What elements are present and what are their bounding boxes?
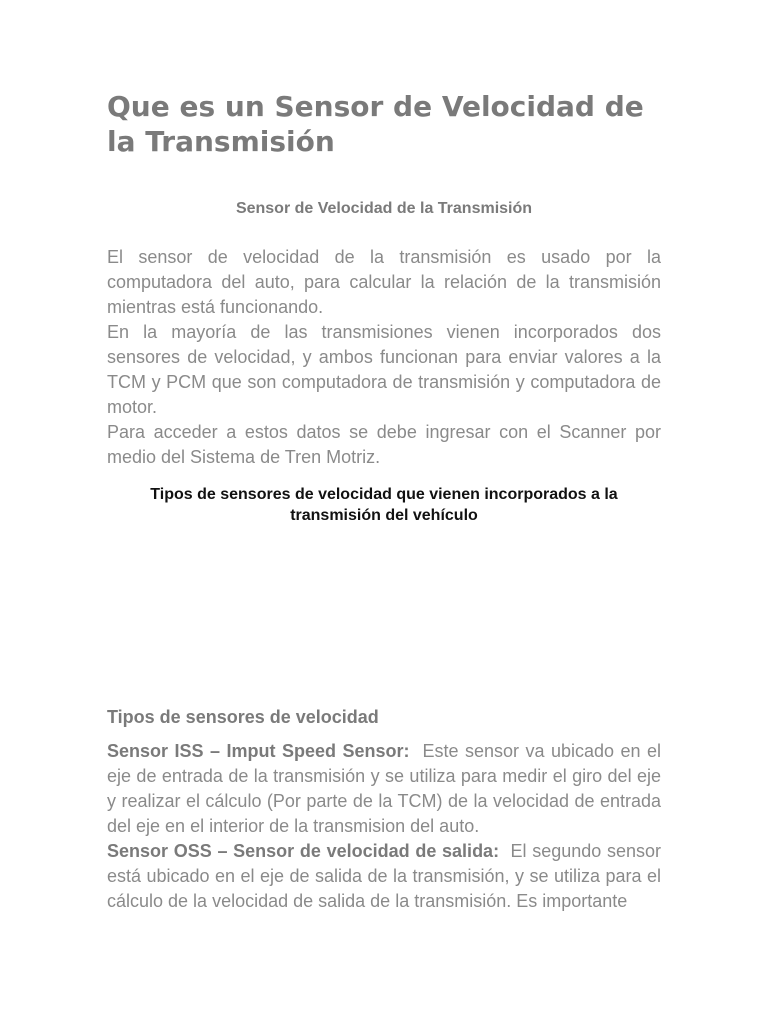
sensor-label: Sensor ISS – Imput Speed Sensor: bbox=[107, 741, 410, 761]
subtitle: Sensor de Velocidad de la Transmisión bbox=[235, 200, 533, 217]
section-heading: Tipos de sensores de velocidad que vienen incorporados a la transmisión del vehículo bbox=[150, 486, 618, 524]
intro-paragraph: El sensor de velocidad de la transmisión es usado por la computadora del auto, para calcular la relación de la transmisión mientras está funcionando. bbox=[107, 247, 661, 317]
intro-paragraph: En la mayoría de las transmisiones vienen incorporados dos sensores de velocidad, y ambos funcionan para enviar valores a la TCM y PCM que son computadora de transmisión y computadora de motor. bbox=[107, 322, 661, 417]
sensor-description: El segundo sensor está ubicado en el eje de salida de la transmisión, y se utiliza para el cálculo de la velocidad de salida de la transmisión. Es importante bbox=[107, 841, 661, 911]
document-page bbox=[107, 0, 661, 1024]
sensor-paragraph bbox=[107, 739, 661, 839]
page-title: Que es un Sensor de Velocidad de la Transmisión bbox=[107, 90, 644, 158]
types-heading: Tipos de sensores de velocidad bbox=[107, 707, 379, 727]
sensor-description: Este sensor va ubicado en el eje de entrada de la transmisión y se utiliza para medir el giro del eje y realizar el cálculo (Por parte de la TCM) de la velocidad de entrada del eje en el interior de la transmision del auto. bbox=[107, 741, 661, 836]
sensor-list bbox=[107, 739, 661, 914]
sensor-label: Sensor OSS – Sensor de velocidad de salida: bbox=[107, 841, 500, 861]
intro-paragraph: Para acceder a estos datos se debe ingresar con el Scanner por medio del Sistema de Tren Motriz. bbox=[107, 422, 661, 467]
sensor-paragraph bbox=[107, 839, 661, 914]
intro-text bbox=[107, 245, 661, 470]
